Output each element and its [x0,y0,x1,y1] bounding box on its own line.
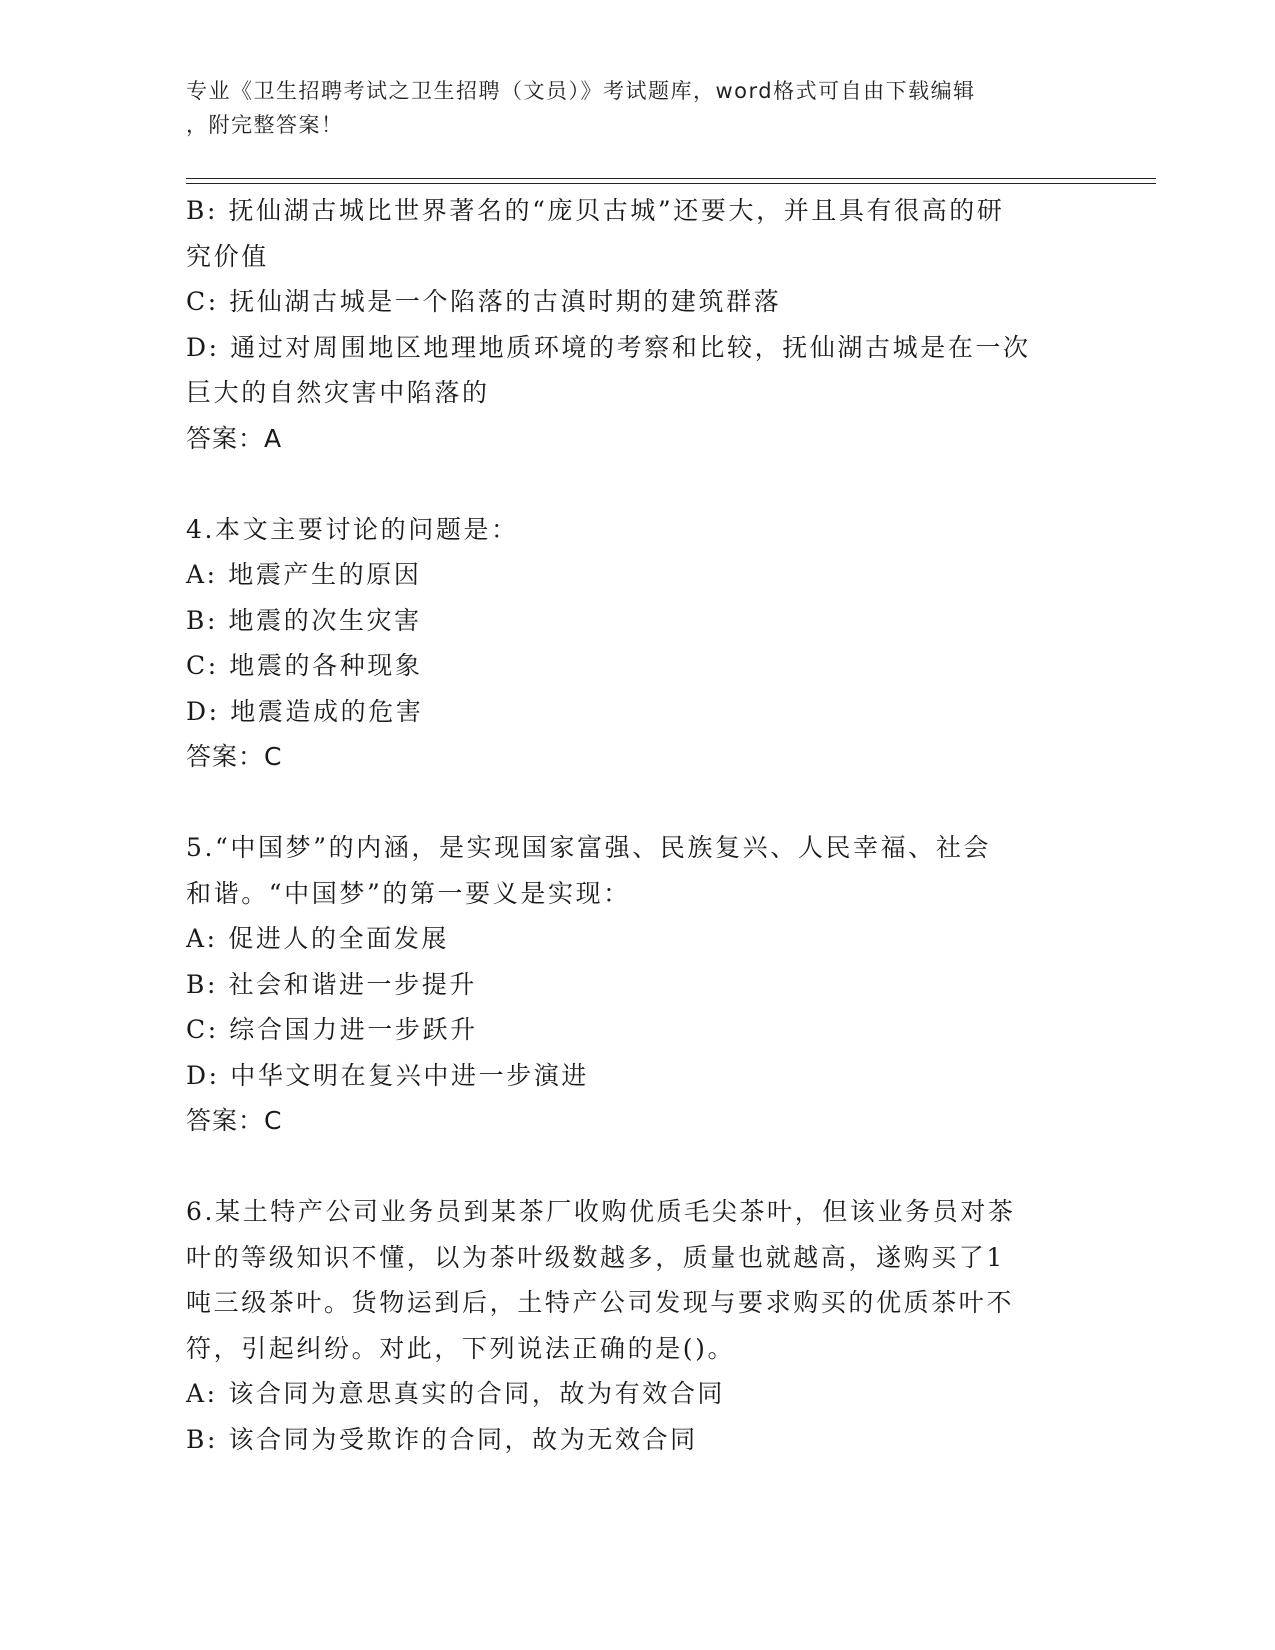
option-d-continued: 巨大的自然灾害中陷落的 [186,378,490,407]
option-b: B: 地震的次生灾害 [186,605,422,635]
question-5 [186,825,1086,1144]
answer: 答案：C [186,742,283,771]
option-b: B: 社会和谐进一步提升 [186,969,477,999]
option-d: D: 通过对周围地区地理地质环境的考察和比较，抚仙湖古城是在一次 [186,332,1031,362]
header-line-1: 专业《卫生招聘考试之卫生招聘（文员）》考试题库，word格式可自由下载编辑 [186,79,976,103]
option-a: A: 该合同为意思真实的合同，故为有效合同 [186,1379,726,1408]
spacer [186,461,1086,507]
option-c: C: 抚仙湖古城是一个陷落的古滇时期的建筑群落 [186,287,782,316]
option-a: A: 促进人的全面发展 [186,924,450,953]
answer: 答案：A [186,423,283,453]
question-6 [186,1189,1086,1462]
question-3-tail [186,188,1086,461]
question-stem-continued: 吨三级茶叶。货物运到后，土特产公司发现与要求购买的优质茶叶不 [186,1288,1015,1317]
question-stem-continued: 叶的等级知识不懂，以为茶叶级数越多，质量也就越高，遂购买了1 [186,1242,1005,1272]
option-d: D: 中华文明在复兴中进一步演进 [186,1060,590,1090]
option-d: D: 地震造成的危害 [186,696,424,726]
page-header [186,74,1076,142]
header-line-2: ，附完整答案！ [186,113,344,137]
spacer [186,1144,1086,1190]
question-stem-continued: 符，引起纠纷。对此，下列说法正确的是()。 [186,1333,736,1363]
option-c: C: 地震的各种现象 [186,651,423,680]
question-4 [186,507,1086,780]
question-stem: 6.某土特产公司业务员到某茶厂收购优质毛尖茶叶，但该业务员对茶 [186,1197,1016,1226]
option-a: A: 地震产生的原因 [186,560,422,589]
answer: 答案：C [186,1106,283,1135]
option-b: B: 抚仙湖古城比世界著名的“庞贝古城”还要大，并且具有很高的研 [186,196,1005,225]
header-rule-top [186,178,1156,179]
question-stem-continued: 和谐。“中国梦”的第一要义是实现： [186,878,631,908]
option-b: B: 该合同为受欺诈的合同，故为无效合同 [186,1424,698,1454]
spacer [186,780,1086,826]
option-b-continued: 究价值 [186,241,269,271]
question-stem: 4.本文主要讨论的问题是： [186,514,519,544]
question-stem: 5.“中国梦”的内涵，是实现国家富强、民族复兴、人民幸福、社会 [186,833,992,862]
header-rule-bottom [186,183,1156,184]
question-content [186,188,1086,1462]
option-c: C: 综合国力进一步跃升 [186,1015,478,1044]
